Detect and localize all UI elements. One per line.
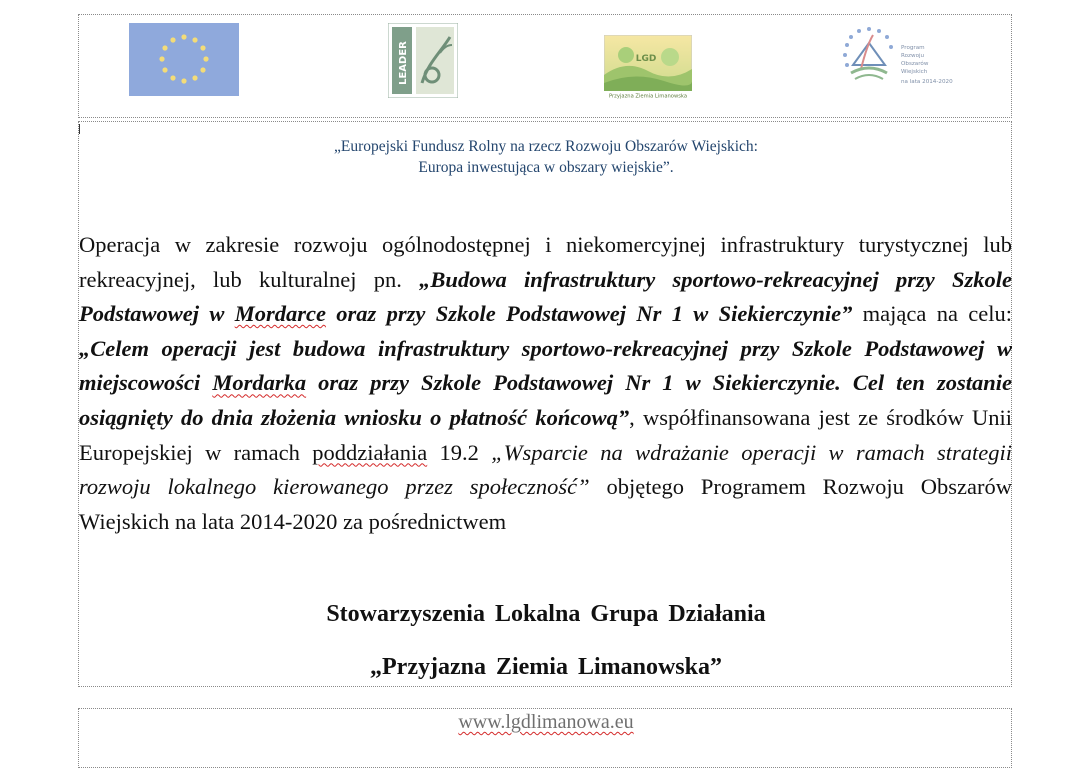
- operation-title-start: „Budowa infrastruktury sportowo-rekreacyjnej przy Szkole Podstawowej w: [79, 266, 1012, 327]
- prow-line-1: Program: [901, 45, 925, 51]
- desc-goal-intro: mająca na celu:: [852, 301, 1012, 327]
- measure-name: „Wsparcie na wdrażanie operacji w ramach strategii rozwoju lokalnego kierowanego przez społeczność”: [79, 439, 1013, 500]
- prow-line-2: Rozwoju: [901, 53, 925, 59]
- desc-measure: 19.2: [427, 439, 492, 465]
- operation-goal-start: „Celem operacji jest budowa infrastruktury sportowo-rekreacyjnej przy Szkole Podstawowej w miejscowości: [79, 335, 1012, 396]
- header-logos-box: [78, 14, 1012, 118]
- prow-line-4: Wiejskich: [901, 69, 928, 75]
- prow-logo-icon: [837, 25, 957, 91]
- association-name-line-2: „Przyjazna Ziemia Limanowska”: [370, 654, 722, 680]
- eu-motto-line-1: „Europejski Fundusz Rolny na rzecz Rozwoju Obszarów Wiejskich:: [334, 138, 758, 155]
- desc-intro: Operacja w zakresie rozwoju ogólnodostępnej i niekomercyjnej infrastruktury turystycznej lub rekreacyjnej, lub kulturalnej pn.: [79, 232, 1012, 292]
- operation-description: [79, 228, 1012, 539]
- website-url-text[interactable]: www.lgdlimanowa.eu: [458, 711, 634, 733]
- leader-logo-text: LEADER: [398, 41, 409, 85]
- footer-box: [78, 708, 1012, 768]
- lgd-logo-icon: [604, 35, 692, 99]
- main-text-box[interactable]: [78, 121, 1012, 687]
- prow-line-3: Obszarów: [901, 61, 929, 67]
- eu-flag-icon: [129, 23, 239, 96]
- text-cursor: [79, 124, 80, 134]
- eu-motto: [79, 136, 1013, 178]
- eu-motto-line-2: Europa inwestująca w obszary wiejskie”.: [418, 159, 674, 176]
- operation-goal-end: oraz przy Szkole Podstawowej Nr 1 w Siekierczynie. Cel ten zostanie osiągnięty do dnia złożenia wniosku o płatność końcową”: [79, 370, 1012, 430]
- spellcheck-word-poddzialania[interactable]: poddziałania: [312, 439, 428, 465]
- spellcheck-word-mordarka[interactable]: Mordarka: [212, 370, 307, 396]
- desc-programme: objętego Programem Rozwoju Obszarów Wiejskich na lata 2014-2020 za pośrednictwem: [79, 474, 1012, 534]
- lgd-logo-text: LGD: [635, 54, 657, 64]
- leader-logo-icon: [388, 23, 458, 98]
- spellcheck-word-mordarce[interactable]: Mordarce: [234, 301, 326, 327]
- association-name-line-1: Stowarzyszenia Lokalna Grupa Działania: [326, 601, 766, 627]
- lgd-logo-caption: Przyjazna Ziemia Limanowska: [609, 93, 687, 99]
- desc-funding: , współfinansowana jest ze środków Unii Europejskiej w ramach: [79, 404, 1012, 465]
- operation-title-end: oraz przy Szkole Podstawowej Nr 1 w Siekierczynie”: [325, 301, 853, 327]
- website-url[interactable]: [79, 711, 1013, 734]
- prow-line-5: na lata 2014-2020: [901, 79, 953, 85]
